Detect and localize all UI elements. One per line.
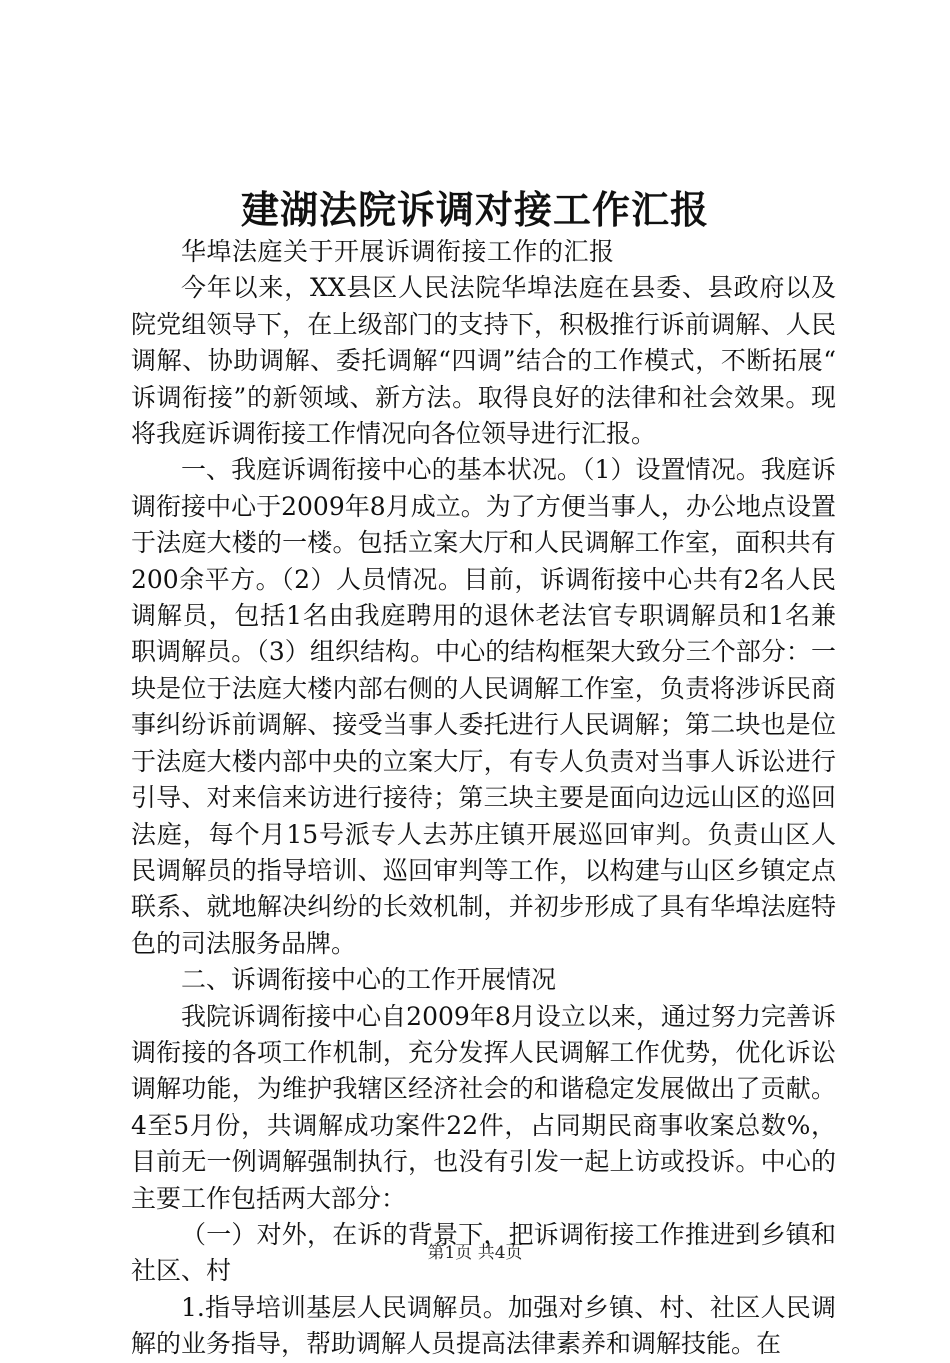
page-footer: 第1页 共4页	[427, 1243, 523, 1263]
paragraph-section-two-body: 我院诉调衔接中心自2009年8月设立以来，通过努力完善诉调衔接的各项工作机制，充分发挥人民调解工作优势，优化诉讼调解功能，为维护我辖区经济社会的和谐稳定发展做出了贡献。4至5月份，共调解成功案件22件，占同期民商事收案总数%，目前无一例调解强制执行，也没有引发一起上访或投诉。中心的主要工作包括两大部分：	[131, 1001, 836, 1213]
document-body	[131, 234, 836, 1363]
paragraph-subtitle: 华埠法庭关于开展诉调衔接工作的汇报	[181, 237, 615, 266]
paragraph-subsection-one-heading: （一）对外，在诉的背景下，把诉调衔接工作推进到乡镇和社区、村	[131, 1219, 836, 1286]
paragraph-item-one: 1.指导培训基层人民调解员。加强对乡镇、村、社区人民调解的业务指导，帮助调解人员提高法律素养和调解技能。在	[131, 1292, 836, 1359]
paragraph-section-two-heading: 二、诉调衔接中心的工作开展情况	[181, 965, 557, 995]
paragraph-intro: 今年以来，XX县区人民法院华埠法庭在县委、县政府以及院党组领导下，在上级部门的支持下，积极推行诉前调解、人民调解、协助调解、委托调解“四调”结合的工作模式，不断拓展“诉调衔接”的新领域、新方法。取得良好的法律和社会效果。现将我庭诉调衔接工作情况向各位领导进行汇报。	[131, 273, 836, 449]
document-title: 建湖法院诉调对接工作汇报	[240, 187, 709, 232]
paragraph-section-one: 一、我庭诉调衔接中心的基本状况。（1）设置情况。我庭诉调衔接中心于2009年8月成立。为了方便当事人，办公地点设置于法庭大楼的一楼。包括立案大厅和人民调解工作室，面积共有200余平方。（2）人员情况。目前，诉调衔接中心共有2名人民调解员，包括1名由我庭聘用的退休老法官专职调解员和1名兼职调解员。（3）组织结构。中心的结构框架大致分三个部分：一块是位于法庭大楼内部右侧的人民调解工作室，负责将涉诉民商事纠纷诉前调解、接受当事人委托进行人民调解；第二块也是位于法庭大楼内部中央的立案大厅，有专人负责对当事人诉讼进行引导、对来信来访进行接待；第三块主要是面向边远山区的巡回法庭，每个月15号派专人去苏庄镇开展巡回审判。负责山区人民调解员的指导培训、巡回审判等工作，以构建与山区乡镇定点联系、就地解决纠纷的长效机制，并初步形成了具有华埠法庭特色的司法服务品牌。	[131, 455, 836, 958]
